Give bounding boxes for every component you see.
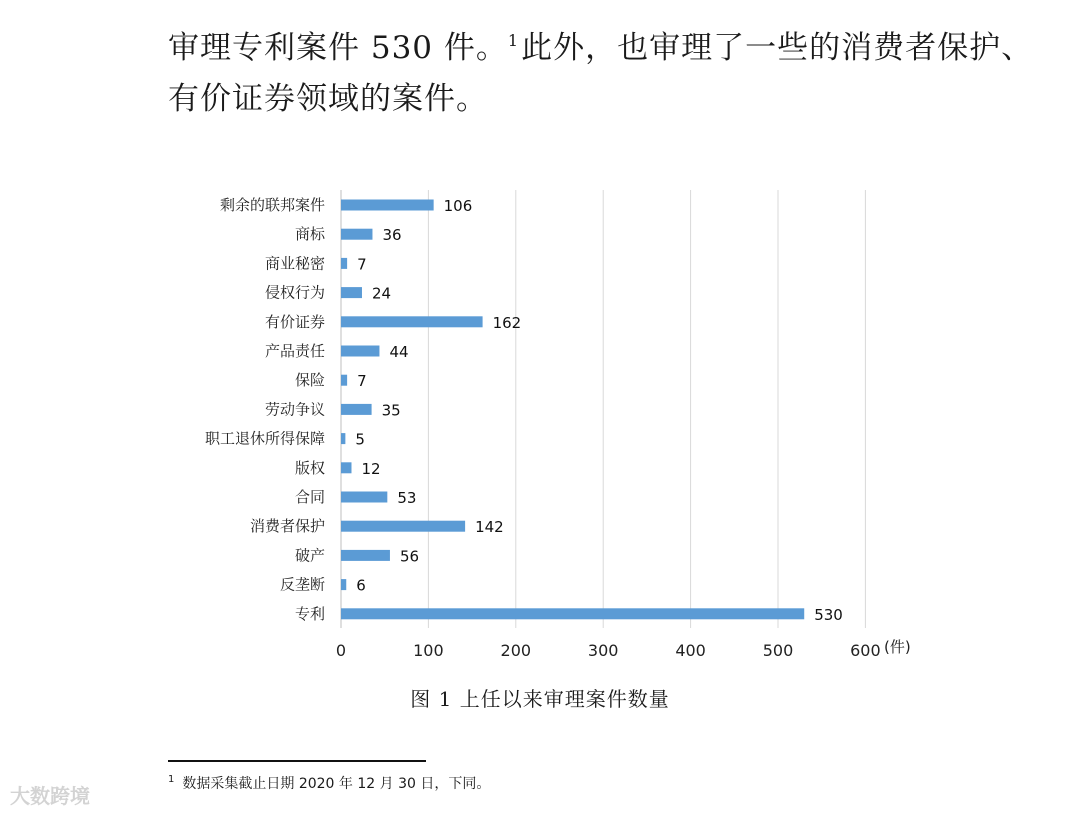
category-label: 商业秘密 [264,254,325,273]
data-label: 35 [381,401,401,420]
watermark-logo: 大数跨境 [10,784,90,808]
category-labels [205,196,326,623]
category-label: 反垄断 [279,575,325,594]
x-tick-label: 600 [850,641,881,660]
category-label: 保险 [294,371,325,390]
bar [341,521,465,532]
bar [341,375,347,386]
bar [341,550,390,561]
data-label: 7 [357,372,367,391]
x-tick-label: 300 [587,641,619,660]
x-tick-label: 200 [500,641,532,660]
data-label: 6 [356,576,366,595]
bar [341,492,387,503]
footnote-ref[interactable]: 1 [507,31,520,50]
bar [341,316,483,327]
data-label: 106 [443,197,473,215]
category-label: 合同 [294,488,325,506]
data-label: 530 [814,605,843,624]
bar [341,200,434,211]
bar [341,404,372,415]
x-tick-label: 100 [413,641,444,660]
figure-caption: 图 1 上任以来审理案件数量 [410,687,670,711]
category-label: 有价证券 [264,312,325,331]
data-label: 5 [355,430,365,449]
category-label: 剩余的联邦案件 [219,196,325,214]
paragraph-line-2: 有价证券领域的案件。 [168,81,488,117]
data-label: 12 [361,459,381,478]
bar [341,433,345,444]
bar [341,608,804,619]
paragraph-text: 审理专利案件 530 件。 [168,30,508,66]
category-label: 专利 [294,604,325,623]
category-label: 侵权行为 [264,283,325,302]
category-label: 消费者保护 [249,517,325,536]
paragraph-text-rest: 此外，也审理了一些的消费者保护、 [521,30,1034,66]
data-label: 56 [399,547,420,566]
category-label: 劳动争议 [264,400,325,419]
category-label: 产品责任 [264,342,325,360]
category-label: 破产 [294,546,325,565]
bar [341,258,347,269]
data-label: 44 [389,343,409,361]
category-label: 商标 [294,225,325,244]
footnote-divider [168,760,426,762]
data-label: 36 [382,226,402,245]
data-label: 24 [371,284,392,303]
footnote [168,773,490,793]
category-label: 职工退休所得保障 [204,429,325,448]
x-axis-ticks [336,641,881,660]
data-label: 53 [397,489,417,507]
data-label: 7 [357,255,367,274]
x-axis-unit: (件) [884,638,911,656]
x-tick-label: 0 [335,641,347,660]
bar [341,229,372,240]
gridlines [341,190,865,628]
bar [341,462,351,473]
footnote-mark: 1 [168,774,175,785]
bar [341,579,346,590]
bar [341,346,379,357]
x-tick-label: 400 [675,641,706,660]
bar [341,287,362,298]
category-label: 版权 [294,458,325,477]
data-label: 142 [475,518,504,537]
footnote-text: 数据采集截止日期 2020 年 12 月 30 日，下同。 [182,776,491,792]
data-label: 162 [492,313,522,332]
x-tick-label: 500 [762,641,794,660]
